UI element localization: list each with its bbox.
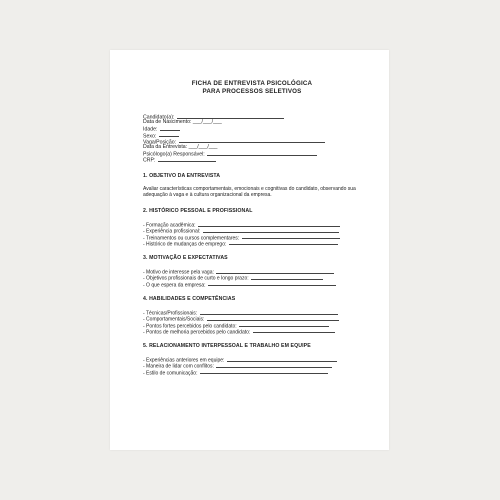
item-label: - Pontos fortes percebidos pelo candidato: <box>143 323 237 330</box>
objective-paragraph: Avaliar características comportamentais, emocionais e cognitivas do candidato, observando sua adequação à vaga e à cultura organizacional da empresa. <box>143 185 356 198</box>
item-label: - Histórico de mudanças de emprego: <box>143 241 227 248</box>
history-list <box>143 221 369 246</box>
date-blank[interactable]: ___/___/___ <box>188 143 218 150</box>
field-label: Data da Entrevista: <box>143 143 188 150</box>
skills-list <box>143 309 369 334</box>
fill-line[interactable] <box>207 315 339 321</box>
date-blank[interactable]: ___/___/___ <box>192 119 222 126</box>
fill-line[interactable] <box>159 132 179 138</box>
item-label: - O que espera da empresa: <box>143 282 206 289</box>
form-title-line-1: FICHA DE ENTREVISTA PSICOLÓGICA <box>191 80 313 87</box>
identification-fields <box>143 113 369 163</box>
field-label: Psicólogo(a) Responsável: <box>143 151 205 158</box>
item-label: - Formação acadêmica: <box>143 222 196 229</box>
fill-line[interactable] <box>207 150 317 156</box>
fill-line[interactable] <box>208 281 336 287</box>
fill-line[interactable] <box>229 240 338 246</box>
item-label: - Maneira de lidar com conflitos: <box>143 364 214 371</box>
section-title-objective: 1. OBJETIVO DA ENTREVISTA <box>143 172 221 179</box>
item-label: - Comportamentais/Sociais: <box>143 316 205 323</box>
item-label: - Estilo de comunicação: <box>143 370 198 377</box>
form-title-line-2: PARA PROCESSOS SELETIVOS <box>202 88 302 95</box>
fill-line[interactable] <box>160 125 180 131</box>
field-label: Data de Nascimento: <box>143 119 192 126</box>
fill-line[interactable] <box>239 322 329 328</box>
motivation-list <box>143 268 369 287</box>
field-crp[interactable] <box>143 156 369 162</box>
section-title-relationships: 5. RELACIONAMENTO INTERPESSOAL E TRABALHO EM EQUIPE <box>143 343 311 350</box>
fill-line[interactable] <box>216 362 332 368</box>
fill-line[interactable] <box>200 309 338 315</box>
relationships-list <box>143 356 369 375</box>
item-label: - Motivo de interesse pela vaga: <box>143 269 214 276</box>
fill-line[interactable] <box>227 356 337 362</box>
form-title <box>143 80 369 96</box>
fill-line[interactable] <box>158 156 216 162</box>
item-label: - Técnicas/Profissionais: <box>143 310 198 317</box>
field-label: Idade: <box>143 126 158 133</box>
item-label: - Pontos de melhoria percebidos pelo candidato: <box>143 329 251 336</box>
field-label: Vaga/Posição: <box>143 139 177 146</box>
list-item[interactable] <box>143 240 369 246</box>
fill-line[interactable] <box>200 369 328 375</box>
form-page <box>110 50 389 450</box>
section-title-history: 2. HISTÓRICO PESSOAL E PROFISSIONAL <box>143 207 253 214</box>
fill-line[interactable] <box>242 234 340 240</box>
fill-line[interactable] <box>203 227 339 233</box>
item-label: - Treinamentos ou cursos complementares: <box>143 235 240 242</box>
field-label: Candidato(a): <box>143 114 175 121</box>
field-label: CRP: <box>143 157 156 164</box>
fill-line[interactable] <box>198 221 340 227</box>
fill-line[interactable] <box>253 328 335 334</box>
fill-line[interactable] <box>251 274 323 280</box>
list-item[interactable] <box>143 281 369 287</box>
section-title-skills: 4. HABILIDADES E COMPETÊNCIAS <box>143 295 236 302</box>
fill-line[interactable] <box>216 268 334 274</box>
section-title-motivation: 3. MOTIVAÇÃO E EXPECTATIVAS <box>143 255 228 262</box>
list-item[interactable] <box>143 369 369 375</box>
item-label: - Experiência profissional: <box>143 228 201 235</box>
fill-line[interactable] <box>179 138 325 144</box>
item-label: - Experiências anteriores em equipe: <box>143 357 225 364</box>
list-item[interactable] <box>143 328 369 334</box>
fill-line[interactable] <box>177 113 284 119</box>
item-label: - Objetivos profissionais de curto e longo prazo: <box>143 275 249 282</box>
field-label: Sexo: <box>143 133 157 140</box>
